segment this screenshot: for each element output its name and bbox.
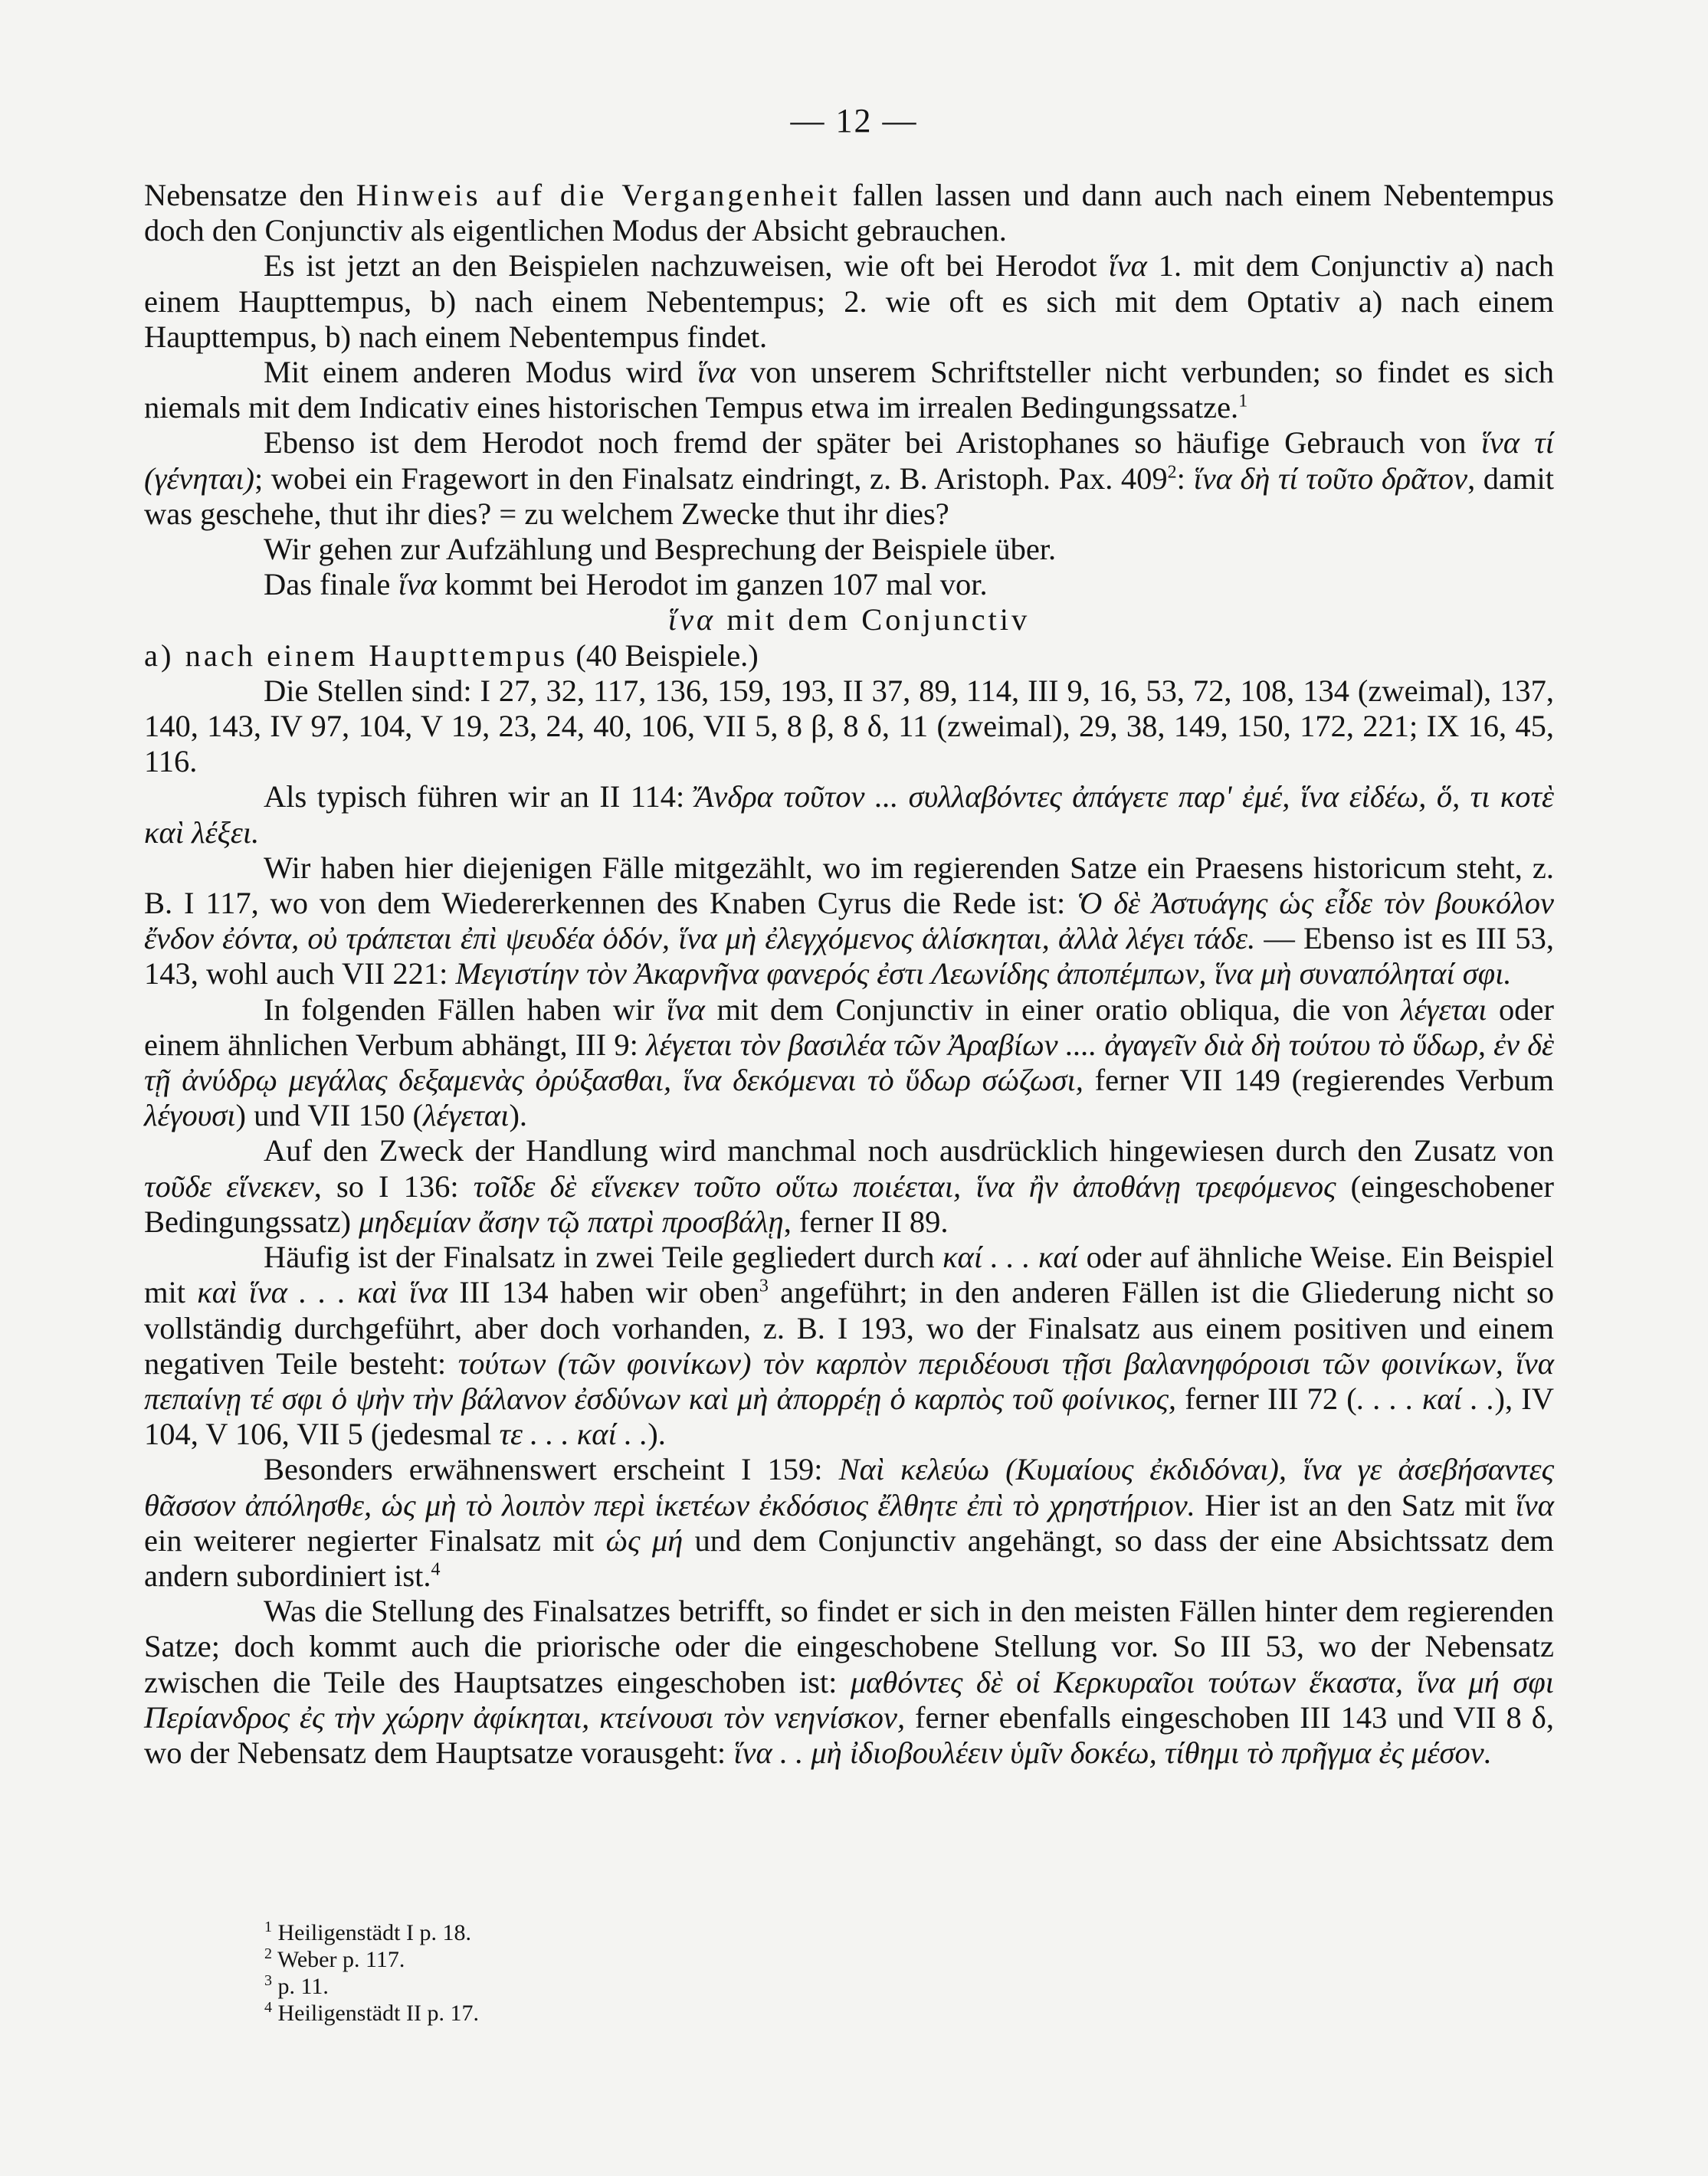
greek-text: Μεγιστίην τὸν Ἀκαρνῆνα φανερός ἐστι Λεωνίδης ἀποπέμπων, ἵνα μὴ συναπόληταί σφι. [455, 956, 1512, 991]
paragraph [144, 1133, 1554, 1240]
greek-text: λέγεται [1401, 991, 1487, 1027]
greek-text: λέγεται τὸν βασιλέα τῶν Ἀραβίων .... ἀγαγεῖν διὰ δὴ τούτου τὸ ὕδωρ, ἐν δὲ τῇ ἀνύδρῳ μεγάλας δεξαμενὰς ὀρύξασθαι, ἵνα δεκόμεναι τὸ ὕδωρ σώζωσι, [144, 1027, 1555, 1098]
text-run: ferner III 72 ( [1176, 1381, 1357, 1416]
paragraph [144, 567, 1554, 602]
text-run: von unserem Schriftsteller nicht verbunden; so findet es sich niemals mit dem Indicativ eines historischen Tempus etwa im irrealen Bedingungssatze. [144, 355, 1554, 425]
text-run: 1. mit dem Conjunctiv a) nach einem Haupttempus, b) nach einem Nebentempus; 2. wie oft es sich mit dem Optativ a) nach einem Haupttempus, b) nach einem Nebentempus findet. [144, 248, 1554, 354]
text-run: , ferner II 89. [783, 1204, 949, 1239]
greek-text: ἵνα δὴ τί τοῦτο δρᾶτον [1193, 460, 1468, 496]
paragraph [144, 638, 1554, 673]
text-run: mit dem Conjunctiv [716, 602, 1031, 637]
text-run: ). [647, 1417, 666, 1452]
paragraph [144, 850, 1554, 992]
text-run: : [1176, 460, 1194, 496]
text-run: Was die Stellung des Finalsatzes betrifft, so findet er sich in den meisten Fällen hinter dem regierenden Satze; doch kommt auch die priorische oder die eingeschobene Stellung vor. So III 53, wo der Nebensatz zwischen die Teile des Hauptsatzes eingeschoben ist: [144, 1594, 1554, 1699]
paragraph [144, 1240, 1554, 1452]
text-run: Nebensatze den [144, 178, 356, 212]
text-run: Auf den Zweck der Handlung wird manchmal noch ausdrücklich hingewiesen durch den Zusatz von [264, 1133, 1554, 1168]
text-run: — Ebenso ist es III 53, 143, wohl auch VII 221: [144, 921, 1554, 991]
greek-text: λέγεται [423, 1098, 510, 1133]
paragraph [144, 355, 1554, 425]
paragraph [144, 1452, 1554, 1594]
text-run: Hier ist an den Satz mit [1195, 1487, 1516, 1522]
text-run: Hinweis auf die Vergangenheit [356, 178, 841, 212]
footnote [264, 1919, 479, 1946]
greek-text: ἵνα [666, 991, 705, 1027]
text-run: , so I 136: [313, 1168, 474, 1204]
text-run: ). [509, 1098, 528, 1133]
footnote-text: Heiligenstädt II p. 17. [272, 2001, 479, 2026]
text-run: oder einem ähnlichen Verbum abhängt, III 9: [144, 991, 1554, 1062]
text-run: In folgenden Fällen haben wir [264, 991, 667, 1027]
text-run: Häufig ist der Finalsatz in zwei Teile gegliedert durch [264, 1240, 943, 1275]
text-run: Wir haben hier diejenigen Fälle mitgezählt, wo im regierenden Satze ein Praesens historicum steht, z. B. I 117, wo von dem Wiedererkennen des Knaben Cyrus die Rede ist: [144, 850, 1554, 921]
section-heading [144, 602, 1554, 637]
greek-text: . . . . καί . . [1356, 1381, 1495, 1416]
text-run: Mit einem anderen Modus wird [264, 355, 697, 390]
text-run: ), IV 104, V 106, VII 5 (jedesmal [144, 1381, 1554, 1452]
text-run: Wir gehen zur Aufzählung und Besprechung der Beispiele über. [264, 532, 1057, 567]
paragraph [144, 779, 1554, 850]
text-run: oder auf ähnliche Weise. Ein Beispiel mit [144, 1240, 1555, 1310]
greek-text: καί . . . καί [943, 1240, 1078, 1275]
greek-text: τε . . . καί . . [499, 1417, 648, 1452]
text-run: ; wobei ein Fragewort in den Finalsatz eindringt, z. B. Aristoph. Pax. 409 [254, 460, 1168, 496]
paragraph [144, 178, 1554, 248]
footnote-text: Heiligenstädt I p. 18. [272, 1920, 471, 1945]
paragraph [144, 1594, 1554, 1771]
greek-text: ὡς μή [605, 1522, 684, 1558]
footnote [264, 1973, 479, 2000]
paragraph [144, 992, 1554, 1134]
paragraph [144, 673, 1554, 780]
footnote-ref: 2 [1167, 462, 1177, 483]
footnote-number: 3 [264, 1972, 272, 1989]
text-run: Die Stellen sind: I 27, 32, 117, 136, 159, 193, II 37, 89, 114, III 9, 16, 53, 72, 108, 134 (zweimal), 137, 140, 143, IV 97, 104, V 19, 23, 24, 40, 106, VII 5, 8 β, 8 δ, 11 (zweimal), 29, 38, 149, 150, 172, 221; IX 16, 45, 116. [144, 673, 1554, 779]
text-run: (eingeschobener Bedingungssatz) [144, 1168, 1554, 1239]
paragraph [144, 248, 1554, 355]
greek-text: μαθόντες δὲ οἱ Κερκυραῖοι τούτων ἕκαστα, ἵνα μή σφι Περίανδρος ἐς τὴν χώρην ἀφίκηται, κτείνουσι τὸν νεηνίσκον, [144, 1664, 1554, 1735]
greek-text: Ὁ δὲ Ἀστυάγης ὡς εἶδε τὸν βουκόλον ἔνδον ἐόντα, οὐ τράπεται ἐπὶ ψευδέα ὁδόν, ἵνα μὴ ἐλεγχόμενος ἁλίσκηται, ἀλλὰ λέγει τάδε. [144, 886, 1554, 956]
text-run: Das finale [264, 567, 398, 602]
footnotes [264, 1919, 479, 2027]
footnote [264, 2000, 479, 2027]
text-run: kommt bei Herodot im ganzen 107 mal vor. [436, 567, 988, 602]
text-run: Ebenso ist dem Herodot noch fremd der später bei Aristophanes so häufige Gebrauch von [264, 425, 1481, 460]
text-run: und dem Conjunctiv angehängt, so dass der eine Absichtssatz dem andern subordiniert ist. [144, 1522, 1554, 1593]
footnote-number: 1 [264, 1919, 272, 1935]
text-run: Als typisch führen wir an II 114: [264, 779, 695, 814]
greek-text: καὶ ἵνα . . . καὶ ἵνα [197, 1275, 447, 1310]
text-run: ferner VII 149 (regierendes Verbum [1083, 1063, 1554, 1098]
text-run: ein weiterer negierter Finalsatz mit [144, 1522, 606, 1558]
greek-text: Ἄνδρα τοῦτον ... συλλαβόντες ἀπάγετε παρ' ἐμέ, ἵνα εἰδέω, ὅ, τι κοτὲ καὶ λέξει. [144, 779, 1554, 850]
text-run: III 134 haben wir oben [447, 1275, 759, 1310]
text-run: angeführt; in den anderen Fällen ist die Gliederung nicht so vollständig durchgeführt, aber doch vorhanden, z. B. I 193, wo der Finalsatz aus einem positiven und einem negativen Teile besteht: [144, 1275, 1555, 1381]
text-run: , damit was geschehe, thut ihr dies? = zu welchem Zwecke thut ihr dies? [144, 460, 1554, 531]
footnote [264, 1946, 479, 1973]
greek-text: ἵνα τί (γένηται) [144, 425, 1555, 496]
footnote-number: 2 [264, 1945, 272, 1962]
text-run: Besonders erwähnenswert erscheint I 159: [264, 1452, 839, 1487]
footnote-ref: 3 [759, 1276, 769, 1296]
greek-text: ἵνα [1515, 1487, 1554, 1522]
footnote-text: p. 11. [272, 1974, 329, 1999]
footnote-text: Weber p. 117. [272, 1947, 405, 1972]
footnote-ref: 4 [431, 1559, 441, 1580]
text-run: a) nach einem Haupttempus [144, 637, 569, 673]
footnote-ref: 1 [1238, 391, 1248, 411]
paragraph [144, 532, 1554, 567]
greek-text: ἵνα . . μὴ ἰδιοβουλέειν ὑμῖν δοκέω, τίθημι τὸ πρῆγμα ἐς μέσον. [733, 1735, 1492, 1770]
greek-text: τούτων (τῶν φοινίκων) τὸν καρπὸν περιδέουσι τῇσι βαλανηφόροισι τῶν φοινίκων, ἵνα πεπαίνῃ τέ σφι ὁ ψὴν τὴν βάλανον ἐσδύνων καὶ μὴ ἀπορρέῃ ὁ καρπὸς τοῦ φοίνικος, [144, 1345, 1554, 1416]
greek-text: ἵνα [398, 567, 437, 602]
greek-text: Ναὶ κελεύω (Κυμαίους ἐκδιδόναι), ἵνα γε ἀσεβήσαντες θᾶσσον ἀπόλησθε, ὡς μὴ τὸ λοιπὸν περὶ ἱκετέων ἐκδόσιος ἔλθητε ἐπὶ τὸ χρηστήριον. [144, 1452, 1554, 1522]
body-text [144, 178, 1554, 1771]
text-run: fallen lassen und dann auch nach einem Nebentempus doch den Conjunctiv als eigentlichen Modus der Absicht gebrauchen. [144, 178, 1554, 248]
text-run: ) und VII 150 ( [235, 1098, 423, 1133]
text-run: mit dem Conjunctiv in einer oratio obliqua, die von [704, 991, 1401, 1027]
paragraph [144, 425, 1554, 532]
greek-text: μηδεμίαν ἄσην τῷ πατρὶ προσβάλῃ [359, 1204, 784, 1239]
greek-text: τοῦδε εἵνεκεν [144, 1168, 314, 1204]
footnote-number: 4 [264, 1999, 272, 2016]
greek-text: λέγουσι [144, 1098, 236, 1133]
greek-text: ἵνα [667, 602, 716, 637]
greek-text: ἵνα [697, 355, 736, 390]
text-run: (40 Beispiele.) [568, 637, 759, 673]
text-run: ferner ebenfalls eingeschoben III 143 und VII 8 δ, wo der Nebensatz dem Hauptsatze vorausgeht: [144, 1699, 1554, 1770]
page-number: — 12 — [790, 102, 918, 139]
greek-text: τοῖδε δὲ εἵνεκεν τοῦτο οὕτω ποιέεται, ἵνα ἢν ἀποθάνῃ τρεφόμενος [473, 1168, 1336, 1204]
text-run: Es ist jetzt an den Beispielen nachzuweisen, wie oft bei Herodot [264, 248, 1109, 283]
greek-text: ἵνα [1108, 248, 1147, 283]
